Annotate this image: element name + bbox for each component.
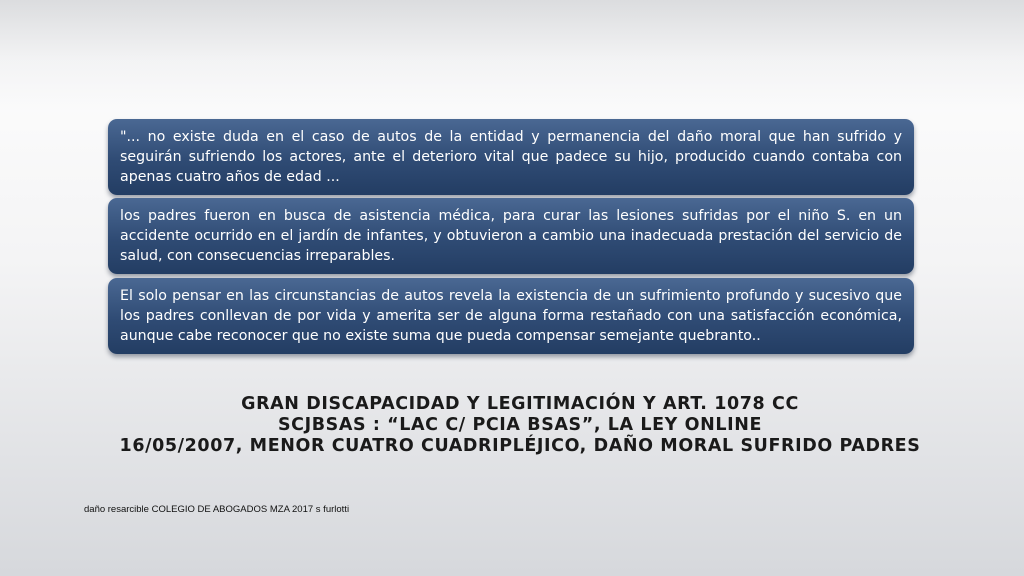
heading-line-2: SCJBSAS : “LAC C/ PCIA BSAS”, LA LEY ONLINE [277,415,763,435]
heading-line-1: GRAN DISCAPACIDAD Y LEGITIMACIÓN Y ART. 1078 CC [241,394,799,414]
heading-line-3: 16/05/2007, MENOR CUATRO CUADRIPLÉJICO, DAÑO MORAL SUFRIDO PADRES [119,436,921,456]
quote-block-3: El solo pensar en las circunstancias de autos revela la existencia de un sufrimiento profundo y sucesivo que los padres conllevan de por vida y amerita ser de alguna forma restañado con una satisfacción económica, aunque cabe reconocer que no existe suma que pueda compensar semejante quebranto.. [108,278,914,354]
quote-block-1: "... no existe duda en el caso de autos de la entidad y permanencia del daño moral que han sufrido y seguirán sufriendo los actores, ante el deterioro vital que padece su hijo, producido cuando contaba con apenas cuatro años de edad ... [108,119,914,195]
background-smudge [0,0,1024,110]
footer-text: daño resarcible COLEGIO DE ABOGADOS MZA 2017 s furlotti [84,504,350,515]
slide-heading [80,394,960,457]
quote-block-2: los padres fueron en busca de asistencia médica, para curar las lesiones sufridas por el niño S. en un accidente ocurrido en el jardín de infantes, y obtuvieron a cambio una inadecuada prestación del servicio de salud, con consecuencias irreparables. [108,198,914,274]
